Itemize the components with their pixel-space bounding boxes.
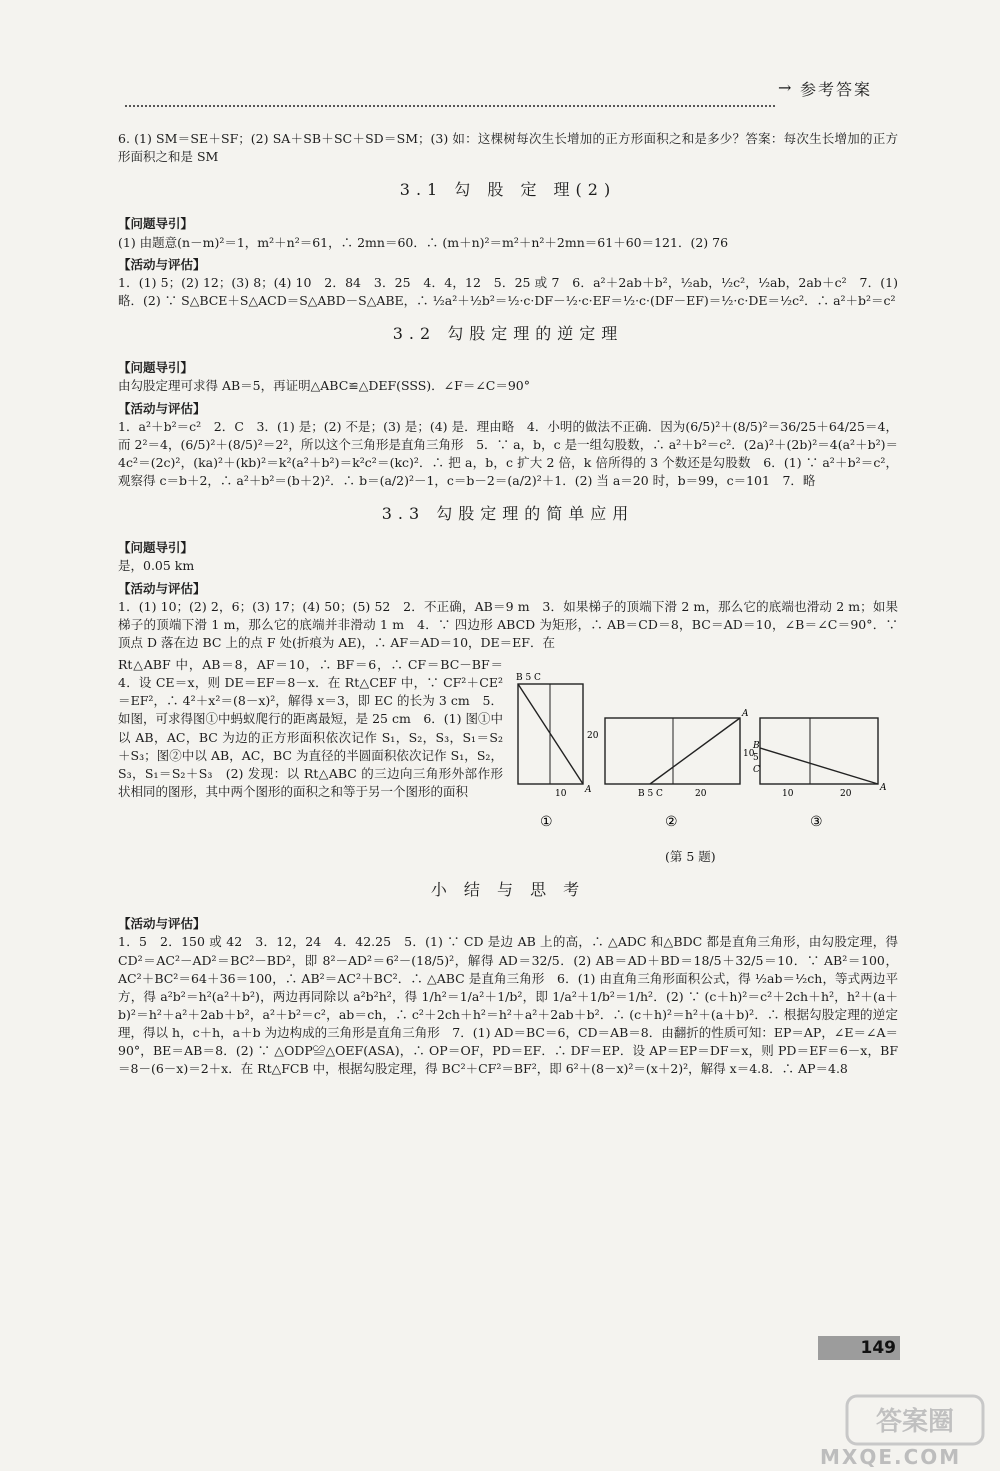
watermark-url: MXQE.COM xyxy=(820,1445,962,1469)
activity-summary: 1．5 2．150 或 42 3．12，24 4．42.25 5．(1) ∵ CD 是边 AB 上的高，∴ △ADC 和△BDC 都是直角三角形，由勾股定理，得 CD²＝AC²－AD²＝BC²－BD²，即 8²－AD²＝6²－(18/5)²，解得 AD＝32/5．(2) AB＝AD＋BD＝18/5＋32/5＝10．∵ AB²＝100，AC²＋BC²＝64＋36＝100，∴ AB²＝AC²＋BC²．∴ △ABC 是直角三角形 6．(1) 由直角三角形面积公式，得 ½ab＝½ch，等式两边平方，得 a²b²＝h²(a²＋b²)，两边再同除以 a²b²h²，得 1/h²＝1/a²＋1/b²，即 1/a²＋1/b²＝1/h²．(2) ∵ (c＋h)²＝c²＋2ch＋h²，h²＋(a＋b)²＝h²＋a²＋2ab＋b²，a²＋b²＝c²，ab＝ch，∴ c²＋2ch＋h²＝h²＋a²＋2ab＋b²．∴ (c＋h)²＝h²＋(a＋b)²．∴ 根据勾股定理的逆定理，得以 h，c＋h，a＋b 为边构成的三角形是直角三角形 7．(1) AD＝BC＝6，CD＝AB＝8．由翻折的性质可知：EP＝AP，∠E＝∠A＝90°，BE＝AB＝8．(2) ∵ △ODP≌△OEF(ASA)，∴ OP＝OF，PD＝EF．∴ DF＝EP．设 AP＝EP＝DF＝x，则 PD＝EF＝6－x，BF＝8－(6－x)＝2＋x．在 Rt△FCB 中，根据勾股定理，得 BC²＋CF²＝BF²，即 6²＋(8－x)²＝(x＋2)²，解得 x＝4.8．∴ AP＝4.8 xyxy=(118,934,898,1077)
fig2-label-side: 10 xyxy=(743,749,755,760)
watermark-logo xyxy=(845,1390,985,1450)
fig1-label-side: 20 xyxy=(587,731,599,742)
guide-3-3: 是，0.05 km xyxy=(118,558,195,574)
fig-number-2: ② xyxy=(665,814,678,831)
fig1-label-top: B 5 C xyxy=(516,673,541,684)
fig3-label-bottom-left: 10 xyxy=(782,789,794,800)
activity-3-3-left: Rt△ABF 中，AB＝8，AF＝10，∴ BF＝6，∴ CF＝BC－BF＝4．设 CE＝x，则 DE＝EF＝8－x．在 Rt△CEF 中，∵ CF²＋CE²＝EF²，∴ 4²＋x²＝(8－x)²，解得 x＝3，即 EC 的长为 3 cm 5．如图，可求得图①中蚂蚁爬行的距离最短，是 25 cm 6．(1) 图①中以 AB，AC，BC 为边的正方形面积依次记作 S₁，S₂，S₃，S₁＝S₂＋S₃；图②中以 AB，AC，BC 为直径的半圆面积依次记作 S₁，S₂，S₃，S₁＝S₂＋S₃ (2) 发现：以 Rt△ABC 的三边向三角形外部作形状相同的图形，其中两个图形的面积之和等于另一个图形的面积 xyxy=(118,657,503,799)
figure-1 xyxy=(516,673,599,799)
label-guide-3-1: 【问题导引】 xyxy=(118,216,194,232)
guide-3-1: (1) 由题意(n－m)²＝1，m²＋n²＝61，∴ 2mn＝60．∴ (m＋n)²＝m²＋n²＋2mn＝61＋60＝121．(2) 76 xyxy=(118,234,729,250)
figure-diagrams xyxy=(510,666,900,846)
fig3-rect xyxy=(760,718,878,784)
fig3-label-b: B xyxy=(753,741,760,752)
section-title-summary: 小 结 与 思 考 xyxy=(430,880,586,900)
activity-3-3-top: 1．(1) 10；(2) 2，6；(3) 17；(4) 50；(5) 52 2．不正确，AB＝9 m 3．如果梯子的顶端下滑 2 m，那么它的底端也滑动 2 m；如果梯子的顶端下滑 1 m，那么它的底端并非滑动 1 m 4．∵ 四边形 ABCD 为矩形，∴ AB＝CD＝8，BC＝AD＝10，∠B＝∠C＝90°．∵ 顶点 D 落在边 BC 上的点 F 处(折痕为 AE)，∴ AF＝AD＝10，DE＝EF．在 xyxy=(118,598,898,650)
fig3-label-corner: A xyxy=(880,783,887,794)
label-activity-3-2: 【活动与评估】 xyxy=(118,400,206,416)
section-title-3-2: 3.2 勾股定理的逆定理 xyxy=(392,324,624,344)
section-title-3-1: 3.1 勾 股 定 理(2) xyxy=(399,180,617,200)
page-number: 149 xyxy=(860,1338,896,1358)
fig3-label-5: 5 xyxy=(753,753,759,764)
answer-q6-top: 6. (1) SM＝SE＋SF；(2) SA＋SB＋SC＋SD＝SM；(3) 如：这棵树每次生长增加的正方形面积之和是多少？答案：每次生长增加的正方形面积之和是 SM xyxy=(118,131,898,165)
fig2-diagonal xyxy=(650,718,740,784)
fig1-label-bottom: 10 xyxy=(555,789,567,800)
watermark-logo-text: 答案圈 xyxy=(875,1407,955,1437)
figures-q5 xyxy=(510,666,900,865)
section-title-3-3: 3.3 勾股定理的简单应用 xyxy=(381,504,635,524)
label-guide-3-2: 【问题导引】 xyxy=(118,360,194,376)
activity-3-1: 1．(1) 5；(2) 12；(3) 8；(4) 10 2．84 3．25 4．4，12 5．25 或 7 6．a²＋2ab＋b²，½ab，½c²，½ab，2ab＋c² 7．(1) 略．(2) ∵ S△BCE＋S△ACD＝S△ABD－S△ABE，∴ ½a²＋½b²＝½·c·DF－½·c·EF＝½·c·(DF－EF)＝½·c·DE＝½c²．∴ a²＋b²＝c² xyxy=(118,274,898,308)
label-activity-3-1: 【活动与评估】 xyxy=(118,256,206,272)
fig3-label-bottom-right: 20 xyxy=(840,789,852,800)
label-guide-3-3: 【问题导引】 xyxy=(118,540,194,556)
figure-3 xyxy=(752,718,887,799)
figure-caption: (第 5 题) xyxy=(665,849,716,865)
label-activity-summary: 【活动与评估】 xyxy=(118,916,206,932)
fig2-label-bottom-mid: 20 xyxy=(695,789,707,800)
fig3-label-c: C xyxy=(753,765,760,776)
header-title: 参考答案 xyxy=(800,80,873,99)
fig2-label-corner: A xyxy=(742,709,749,720)
fig-number-3: ③ xyxy=(810,814,823,831)
fig2-label-bottom-left: B 5 C xyxy=(638,789,663,800)
page-content xyxy=(118,130,898,1080)
fig1-label-corner: A xyxy=(585,785,592,796)
figure-2 xyxy=(605,709,755,799)
fig3-diagonal xyxy=(760,748,878,784)
guide-3-2: 由勾股定理可求得 AB＝5，再证明△ABC≌△DEF(SSS)．∠F＝∠C＝90° xyxy=(118,378,531,394)
fig-number-1: ① xyxy=(540,814,553,831)
header-arrow: → xyxy=(778,78,792,97)
activity-3-2: 1．a²＋b²＝c² 2．C 3．(1) 是；(2) 不是；(3) 是；(4) 是．理由略 4．小明的做法不正确．因为(6/5)²＋(8/5)²＝36/25＋64/25＝4，而 2²＝4，(6/5)²＋(8/5)²＝2²，所以这个三角形是直角三角形 5．∵ a，b，c 是一组勾股数，∴ a²＋b²＝c²．(2a)²＋(2b)²＝4(a²＋b²)＝4c²＝(2c)²，(ka)²＋(kb)²＝k²(a²＋b²)＝k²c²＝(kc)²．∴ 把 a，b，c 扩大 2 倍，k 倍所得的 3 个数还是勾股数 6．(1) ∵ a²＋b²＝c²，观察得 c＝b＋2，∴ a²＋b²＝(b＋2)²．∴ b＝(a/2)²－1，c＝b－2＝(a/2)²＋1．(2) 当 a＝20 时，b＝99，c＝101 7．略 xyxy=(118,418,898,488)
page-header xyxy=(0,0,1000,120)
page-number-box xyxy=(818,1336,900,1360)
header-rule xyxy=(125,105,775,107)
label-activity-3-3: 【活动与评估】 xyxy=(118,580,206,596)
figure-block-q5 xyxy=(118,656,898,866)
